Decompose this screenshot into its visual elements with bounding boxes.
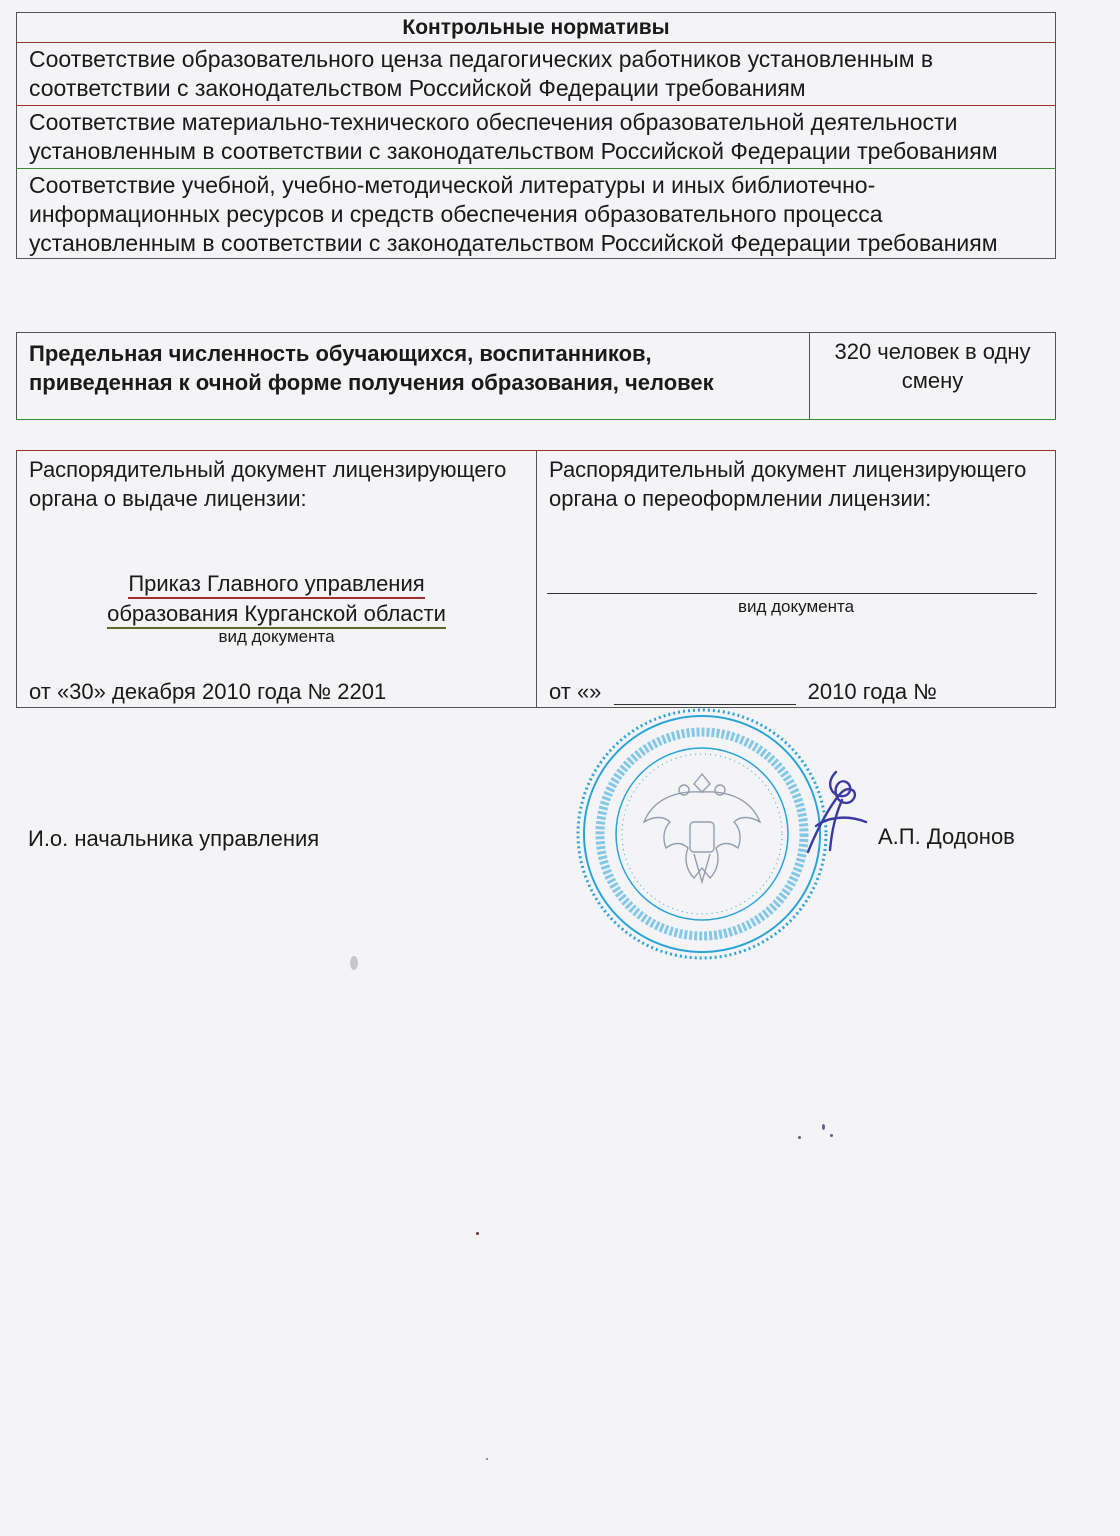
signatory-name: А.П. Додонов — [878, 824, 1015, 849]
control-norms-table — [16, 12, 1056, 259]
scan-speck — [798, 1136, 801, 1139]
scan-speck — [486, 1458, 488, 1460]
issue-order-title-line2: образования Курганской области — [107, 600, 446, 629]
signatory-position: И.о. начальника управления — [28, 826, 320, 851]
administrative-documents-table — [16, 450, 1056, 708]
reissue-kind-caption: вид документа — [737, 597, 855, 616]
reissue-blank-line — [547, 593, 1037, 594]
norm-item: Соответствие образовательного ценза педагогических работников установленным в соответствии с законодательством Российской Федерации требованиям — [17, 43, 1056, 106]
issue-document-cell — [17, 451, 537, 707]
control-norms-header: Контрольные нормативы — [17, 13, 1056, 43]
issue-date: от «30» декабря 2010 года № 2201 — [29, 679, 387, 704]
reissue-date — [549, 679, 937, 705]
norm-item: Соответствие учебной, учебно-методической литературы и иных библиотечно-информационных ресурсов и средств обеспечения образовательного процесса установленным в соответствии с законодательством Российской Федерации требованиям — [29, 172, 998, 256]
reissue-date-prefix: от «» — [549, 679, 602, 704]
pupil-limit-table — [16, 332, 1056, 420]
reissue-date-suffix: 2010 года № — [807, 679, 937, 704]
pupil-limit-label: Предельная численность обучающихся, воспитанников, приведенная к очной форме получения образования, человек — [17, 333, 810, 420]
issue-order-title — [17, 569, 536, 629]
scan-speck — [350, 956, 358, 970]
pupil-limit-value: 320 человек в одну смену — [834, 339, 1031, 393]
reissue-date-blank — [614, 684, 796, 705]
reissue-document-cell — [537, 451, 1055, 707]
reissue-document-heading: Распорядительный документ лицензирующего органа о переоформлении лицензии: — [549, 457, 1027, 511]
issue-kind-caption: вид документа — [218, 627, 335, 646]
scan-speck — [822, 1124, 825, 1130]
norm-item: Соответствие материально-технического обеспечения образовательной деятельности установленным в соответствии с законодательством Российской Федерации требованиям — [17, 106, 1056, 169]
issue-order-title-line1: Приказ Главного управления — [128, 570, 424, 599]
official-seal-icon — [572, 704, 832, 964]
issue-document-heading: Распорядительный документ лицензирующего органа о выдаче лицензии: — [29, 457, 507, 511]
scan-speck — [830, 1134, 833, 1137]
handwritten-signature-icon — [796, 766, 876, 862]
scan-speck — [476, 1232, 479, 1235]
